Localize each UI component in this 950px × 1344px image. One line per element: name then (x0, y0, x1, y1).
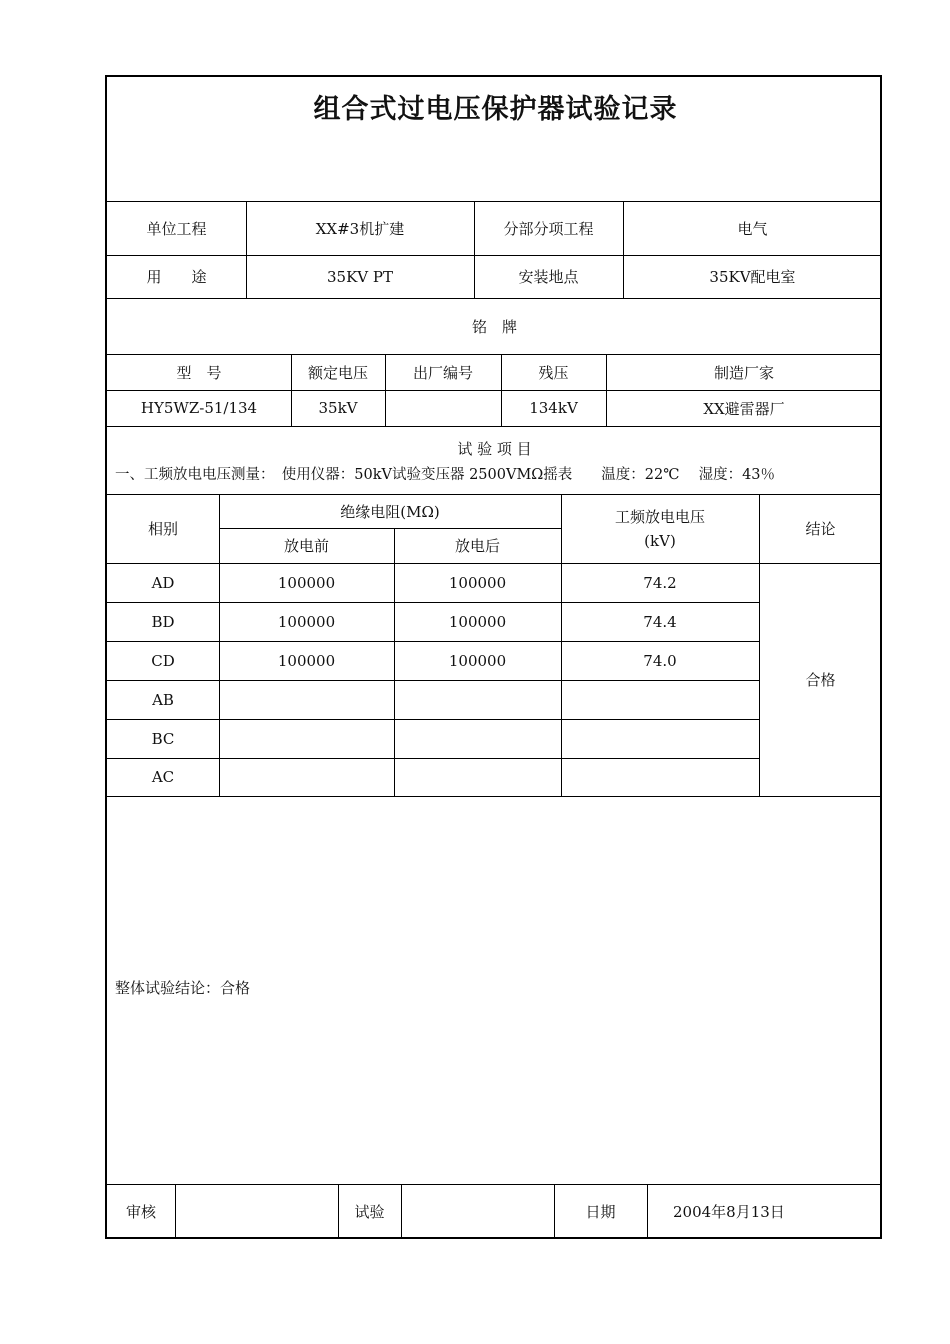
sub-label: 分部分项工程 (503, 219, 594, 238)
table-row-voltage (561, 719, 759, 758)
table-row-before: 100000 (277, 612, 336, 631)
test-header: 试 验 项 目 (457, 439, 532, 458)
table-row-before: 100000 (277, 651, 336, 670)
unit-label: 单位工程 (146, 219, 207, 238)
table-row-before: 100000 (277, 573, 336, 592)
table-row-after: 100000 (448, 573, 507, 592)
maker-value: XX避雷器厂 (703, 399, 785, 418)
record-form (105, 75, 882, 1239)
phase-header: 相别 (147, 520, 178, 538)
test-description: 一、工频放电电压测量： 使用仪器：50kV试验变压器 2500VMΩ摇表 温度：22℃ 湿度：43％ (115, 466, 776, 483)
table-row-phase: CD (151, 651, 175, 670)
table-row-after: 100000 (448, 612, 507, 631)
residual-value: 134kV (529, 399, 578, 417)
table-row-voltage: 74.0 (643, 651, 677, 670)
discharge-header (561, 494, 759, 563)
sub-value: 电气 (737, 219, 768, 238)
use-value: 35KV PT (327, 267, 393, 286)
table-row-voltage (561, 680, 759, 719)
discharge-header-line2: (kV) (644, 531, 676, 550)
use-label: 用 途 (146, 268, 207, 286)
serial-value (385, 390, 501, 426)
nameplate-header: 铭 牌 (471, 317, 517, 336)
tester-value (401, 1184, 554, 1239)
table-row-phase: AD (151, 573, 175, 592)
table-row-voltage: 74.4 (643, 612, 677, 631)
overall-conclusion: 整体试验结论：合格 (115, 978, 251, 997)
date-label: 日期 (585, 1203, 616, 1221)
residual-label: 残压 (538, 363, 569, 382)
review-label: 审核 (125, 1203, 156, 1221)
before-header: 放电前 (283, 537, 329, 555)
table-row-voltage (561, 758, 759, 796)
table-row-after (394, 680, 561, 719)
discharge-header-line1: 工频放电电压 (614, 507, 705, 526)
date-value: 2004年8月13日 (673, 1203, 785, 1221)
conclusion-value: 合格 (805, 671, 836, 689)
serial-label: 出厂编号 (412, 363, 473, 382)
table-row-phase: AB (152, 690, 174, 709)
table-row-after (394, 758, 561, 796)
conclusion-header: 结论 (805, 520, 836, 538)
table-row-phase: BC (151, 729, 175, 748)
unit-value: XX#3机扩建 (315, 219, 405, 238)
table-row-before (219, 719, 394, 758)
table-row-voltage: 74.2 (643, 573, 677, 592)
page-title: 组合式过电压保护器试验记录 (313, 94, 678, 125)
voltage-label: 额定电压 (307, 363, 368, 382)
table-row-after: 100000 (448, 651, 507, 670)
tester-label: 试验 (354, 1203, 385, 1221)
divider (107, 426, 882, 427)
after-header: 放电后 (454, 537, 500, 555)
table-row-phase: BD (151, 612, 175, 631)
insulation-header: 绝缘电阻(MΩ) (340, 502, 440, 521)
table-row-after (394, 719, 561, 758)
maker-label: 制造厂家 (713, 363, 774, 382)
table-row-before (219, 680, 394, 719)
model-label: 型 号 (176, 363, 222, 382)
location-value: 35KV配电室 (709, 268, 796, 286)
divider (107, 796, 882, 797)
review-value (175, 1184, 338, 1239)
voltage-value: 35kV (318, 399, 358, 417)
model-value: HY5WZ-51/134 (140, 399, 258, 417)
table-row-before (219, 758, 394, 796)
location-label: 安装地点 (518, 268, 579, 286)
table-row-phase: AC (151, 768, 175, 786)
